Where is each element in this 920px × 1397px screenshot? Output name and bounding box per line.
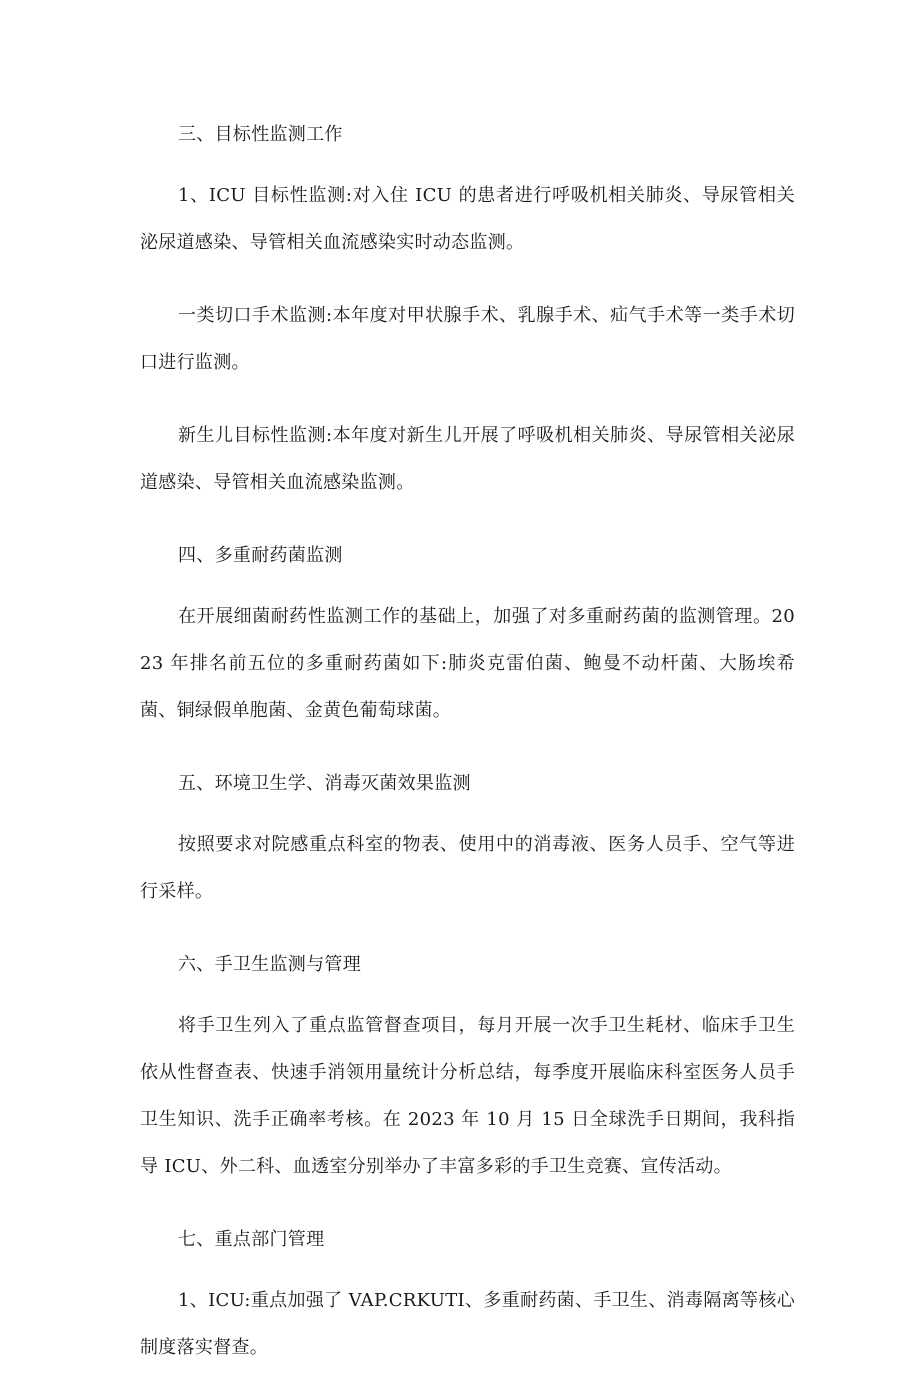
section-heading-hand-hygiene: 六、手卫生监测与管理 bbox=[178, 954, 361, 975]
paragraph-newborn-monitoring: 新生儿目标性监测:本年度对新生儿开展了呼吸机相关肺炎、导尿管相关泌尿道感染、导管相关血流感染监测。 bbox=[140, 425, 795, 493]
paragraph-hand-hygiene: 将手卫生列入了重点监管督查项目，每月开展一次手卫生耗材、临床手卫生依从性督查表、快速手消领用量统计分析总结，每季度开展临床科室医务人员手卫生知识、洗手正确率考核。在 2023 年 10 月 15 日全球洗手日期间，我科指导 ICU、外二科、血透室分别举办了丰富多彩的手卫生竞赛、宣传活动。 bbox=[140, 1015, 795, 1177]
section-heading-key-departments: 七、重点部门管理 bbox=[178, 1229, 325, 1250]
paragraph-icu-management: 1、ICU:重点加强了 VAP.CRKUTI、多重耐药菌、手卫生、消毒隔离等核心制度落实督查。 bbox=[140, 1290, 795, 1358]
paragraph-incision-monitoring: 一类切口手术监测:本年度对甲状腺手术、乳腺手术、疝气手术等一类手术切口进行监测。 bbox=[140, 305, 795, 373]
paragraph-sampling: 按照要求对院感重点科室的物表、使用中的消毒液、医务人员手、空气等进行采样。 bbox=[140, 834, 795, 902]
section-heading-environment-monitoring: 五、环境卫生学、消毒灭菌效果监测 bbox=[178, 773, 471, 794]
section-heading-mdro-monitoring: 四、多重耐药菌监测 bbox=[178, 545, 343, 566]
paragraph-icu-monitoring: 1、ICU 目标性监测:对入住 ICU 的患者进行呼吸机相关肺炎、导尿管相关泌尿道感染、导管相关血流感染实时动态监测。 bbox=[140, 185, 795, 253]
section-heading-targeted-monitoring: 三、目标性监测工作 bbox=[178, 124, 343, 145]
paragraph-mdro-details: 在开展细菌耐药性监测工作的基础上，加强了对多重耐药菌的监测管理。2023 年排名前五位的多重耐药菌如下:肺炎克雷伯菌、鲍曼不动杆菌、大肠埃希菌、铜绿假单胞菌、金黄色葡萄球菌。 bbox=[140, 606, 795, 721]
document-body bbox=[140, 111, 795, 1397]
